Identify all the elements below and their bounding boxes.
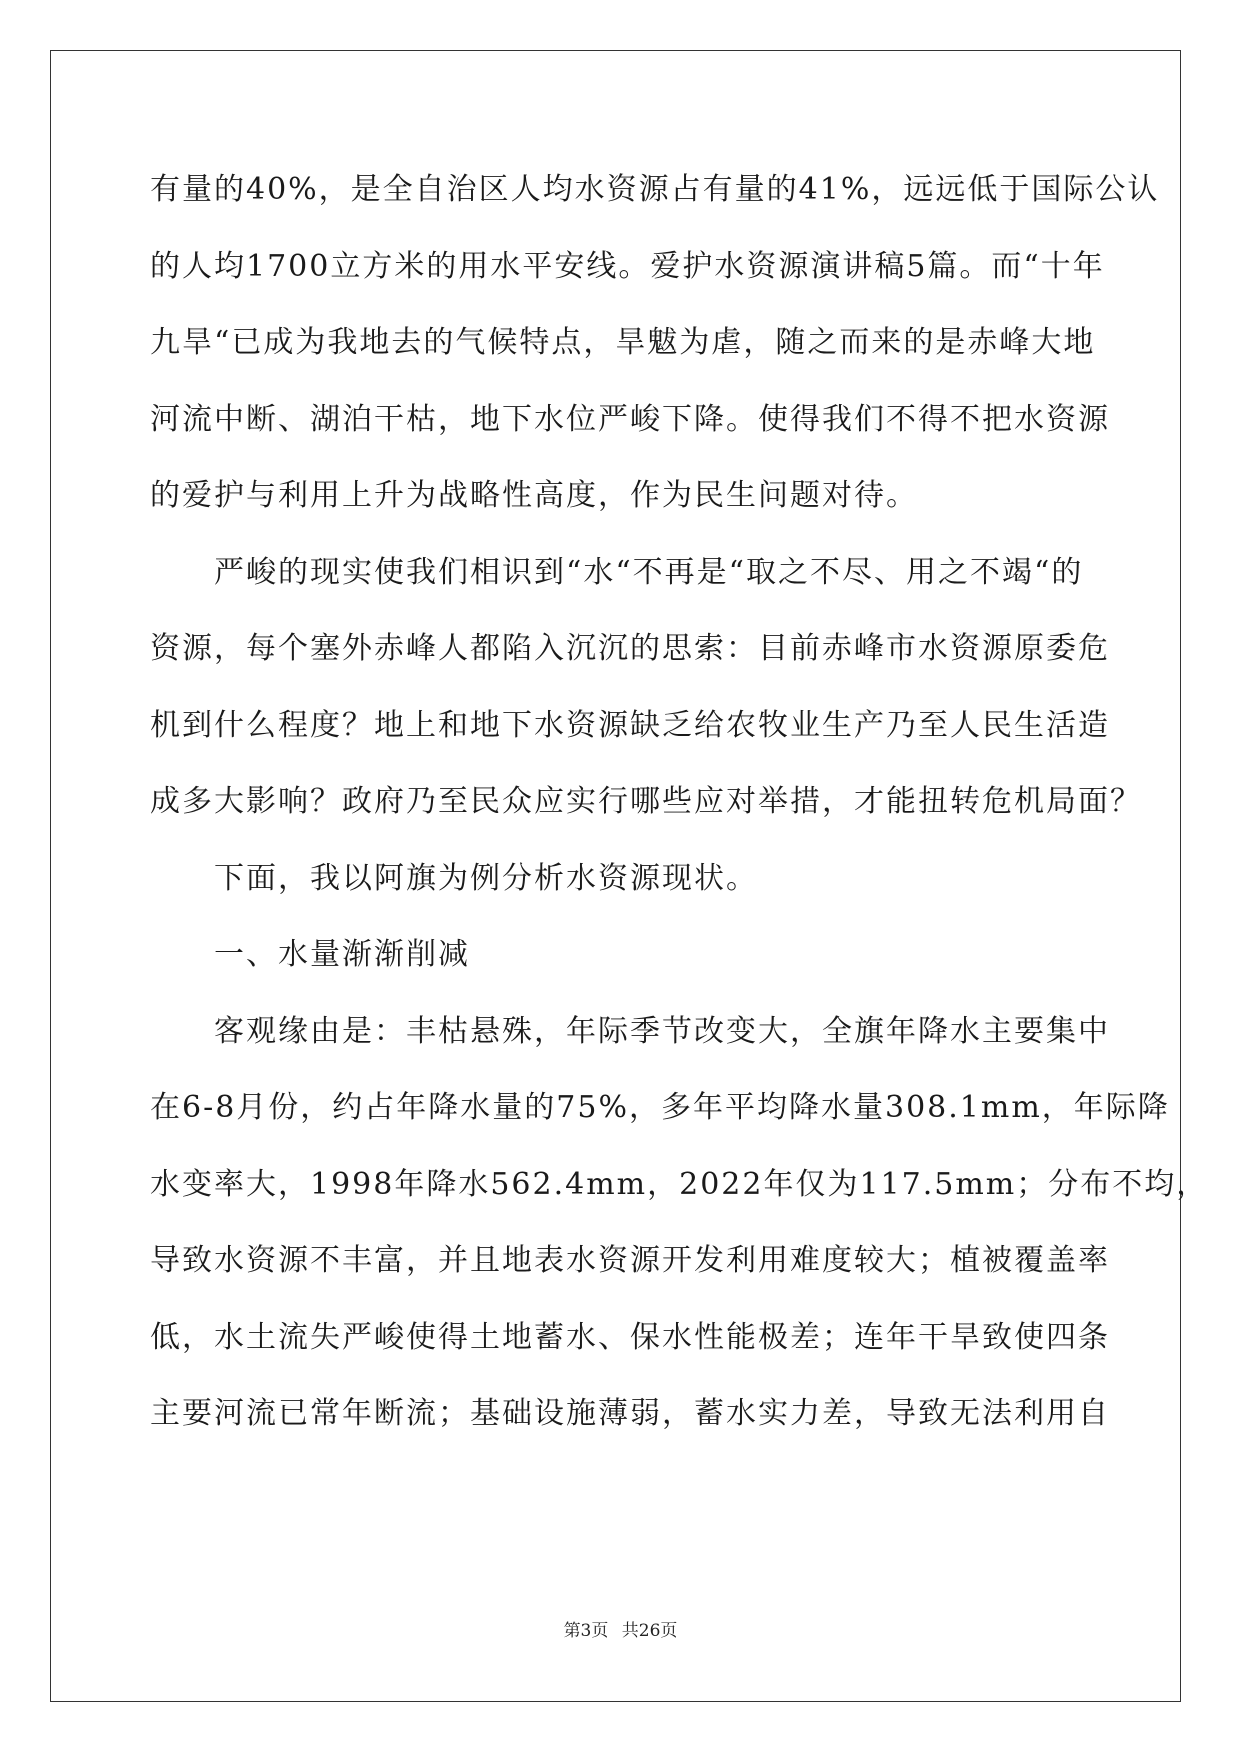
text-line: 成多大影响？政府乃至民众应实行哪些应对举措，才能扭转危机局面？ (150, 784, 1142, 819)
page-number-total: 共26页 (621, 1621, 678, 1641)
text-line: 机到什么程度？地上和地下水资源缺乏给农牧业生产乃至人民生活造 (150, 707, 1110, 743)
section-heading: 一、水量渐渐削减 (150, 937, 470, 972)
text-line: 有量的40%，是全自治区人均水资源占有量的41%，远远低于国际公认 (150, 172, 1160, 207)
text-line: 严峻的现实使我们相识到“水“不再是“取之不尽、用之不竭“的 (150, 554, 1084, 590)
text-line: 下面，我以阿旗为例分析水资源现状。 (150, 860, 758, 896)
text-line: 的人均1700立方米的用水平安线。爱护水资源演讲稿5篇。而“十年 (150, 248, 1105, 284)
text-line: 资源，每个塞外赤峰人都陷入沉沉的思索：目前赤峰市水资源原委危 (150, 631, 1110, 666)
text-line: 河流中断、湖泊干枯，地下水位严峻下降。使得我们不得不把水资源 (150, 401, 1110, 437)
document-body (150, 160, 1209, 1461)
page-footer (0, 1616, 1241, 1641)
text-line: 九旱“已成为我地去的气候特点，旱魃为虐，随之而来的是赤峰大地 (150, 325, 1096, 360)
page-number-current: 第3页 (563, 1621, 609, 1641)
text-line: 水变率大，1998年降水562.4mm，2022年仅为117.5mm；分布不均， (150, 1166, 1209, 1202)
text-line: 主要河流已常年断流；基础设施薄弱，蓄水实力差，导致无法利用自 (150, 1396, 1110, 1431)
text-line: 客观缘由是：丰枯悬殊，年际季节改变大，全旗年降水主要集中 (150, 1013, 1110, 1049)
text-line: 低，水土流失严峻使得土地蓄水、保水性能极差；连年干旱致使四条 (150, 1319, 1110, 1355)
text-line: 的爱护与利用上升为战略性高度，作为民生问题对待。 (150, 478, 918, 513)
text-line: 在6-8月份，约占年降水量的75%，多年平均降水量308.1mm，年际降 (150, 1090, 1170, 1125)
text-line: 导致水资源不丰富，并且地表水资源开发利用难度较大；植被覆盖率 (150, 1243, 1110, 1278)
